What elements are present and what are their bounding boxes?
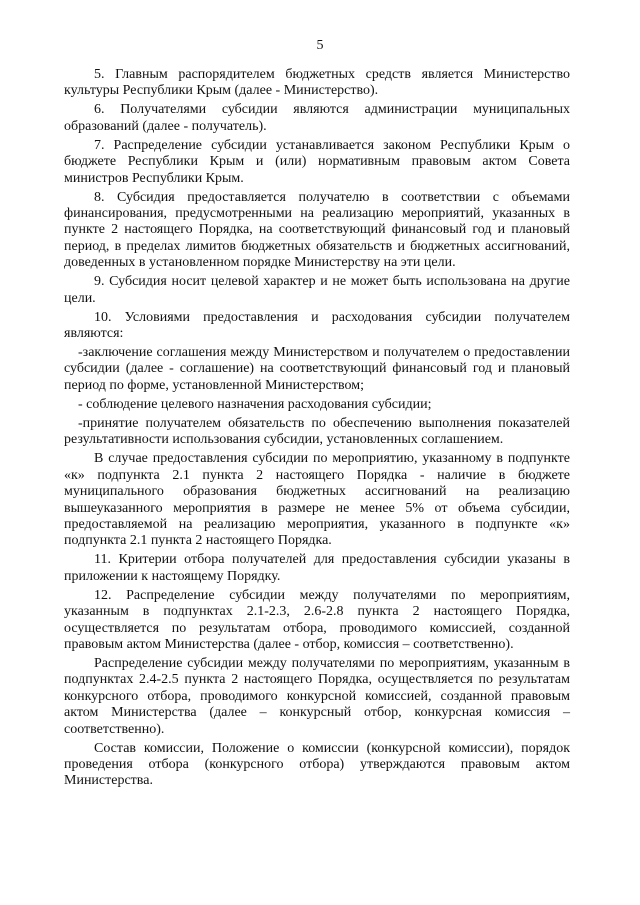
paragraph-commission-composition: Состав комиссии, Положение о комиссии (конкурсной комиссии), порядок проведения отбора (конкурсного отбора) утверждаются правовым актом Министерства. bbox=[64, 740, 570, 789]
paragraph-11-selection-criteria: 11. Критерии отбора получателей для предоставления субсидии указаны в приложении к настоящему Порядку. bbox=[64, 552, 570, 584]
paragraph-8-subsidy-provision: 8. Субсидия предоставляется получателю в соответствии с объемами финансирования, предусмотренными на реализацию мероприятий, указанных в пункте 2 настоящего Порядка, на соответствующий финансовый год и плановый период, в пределах лимитов бюджетных обязательств и бюджетных ассигнований, доведенных в установленном порядке Министерству на эти цели. bbox=[64, 189, 570, 271]
paragraph-9-targeted-use: 9. Субсидия носит целевой характер и не может быть использована на другие цели. bbox=[64, 274, 570, 306]
condition-agreement: -заключение соглашения между Министерством и получателем о предоставлении субсидии (далее - соглашение) на соответствующий финансовый год и плановый период по форме, установленной Министерством; bbox=[64, 345, 570, 393]
document-body bbox=[64, 67, 570, 792]
paragraph-6-recipients: 6. Получателями субсидии являются администрации муниципальных образований (далее - получатель). bbox=[64, 102, 570, 134]
condition-obligations: -принятие получателем обязательств по обеспечению выполнения показателей результативности использования субсидии, установленных соглашением. bbox=[64, 415, 570, 448]
paragraph-competitive-selection: Распределение субсидии между получателями по мероприятиям, указанным в подпунктах 2.4-2.5 пункта 2 настоящего Порядка, осуществляется по результатам конкурсного отбора, проводимого конкурсной комиссией, созданной правовым актом Министерства (далее – конкурсный отбор, конкурсная комиссия – соответственно). bbox=[64, 655, 570, 737]
condition-purpose: - соблюдение целевого назначения расходования субсидии; bbox=[78, 396, 432, 412]
paragraph-5-chief-administrator: 5. Главным распорядителем бюджетных средств является Министерство культуры Республики Крым (далее - Министерство). bbox=[64, 67, 570, 99]
paragraph-12-distribution-selection: 12. Распределение субсидии между получателями по мероприятиям, указанным в подпунктах 2.1-2.3, 2.6-2.8 пункта 2 настоящего Порядка, осуществляется по результатам отбора, проводимого комиссией, созданной правовым актом Министерства (далее - отбор, комиссия – соответственно). bbox=[64, 587, 570, 652]
paragraph-10-conditions: 10. Условиями предоставления и расходования субсидии получателем являются: bbox=[64, 309, 570, 342]
paragraph-7-distribution-law: 7. Распределение субсидии устанавливается законом Республики Крым о бюджете Республики Крым и (или) нормативным правовым актом Совета министров Республики Крым. bbox=[64, 137, 570, 186]
page-number: 5 bbox=[316, 38, 324, 53]
paragraph-cofinancing-case: В случае предоставления субсидии по мероприятию, указанному в подпункте «к» подпункта 2.1 пункта 2 настоящего Порядка - наличие в бюджете муниципального образования бюджетных ассигнований на реализацию вышеуказанного мероприятия в размере не менее 5% от объема субсидии, предоставляемой на реализацию мероприятия, указанного в подпункте «к» подпункта 2.1 пункта 2 настоящего Порядка. bbox=[64, 451, 570, 549]
